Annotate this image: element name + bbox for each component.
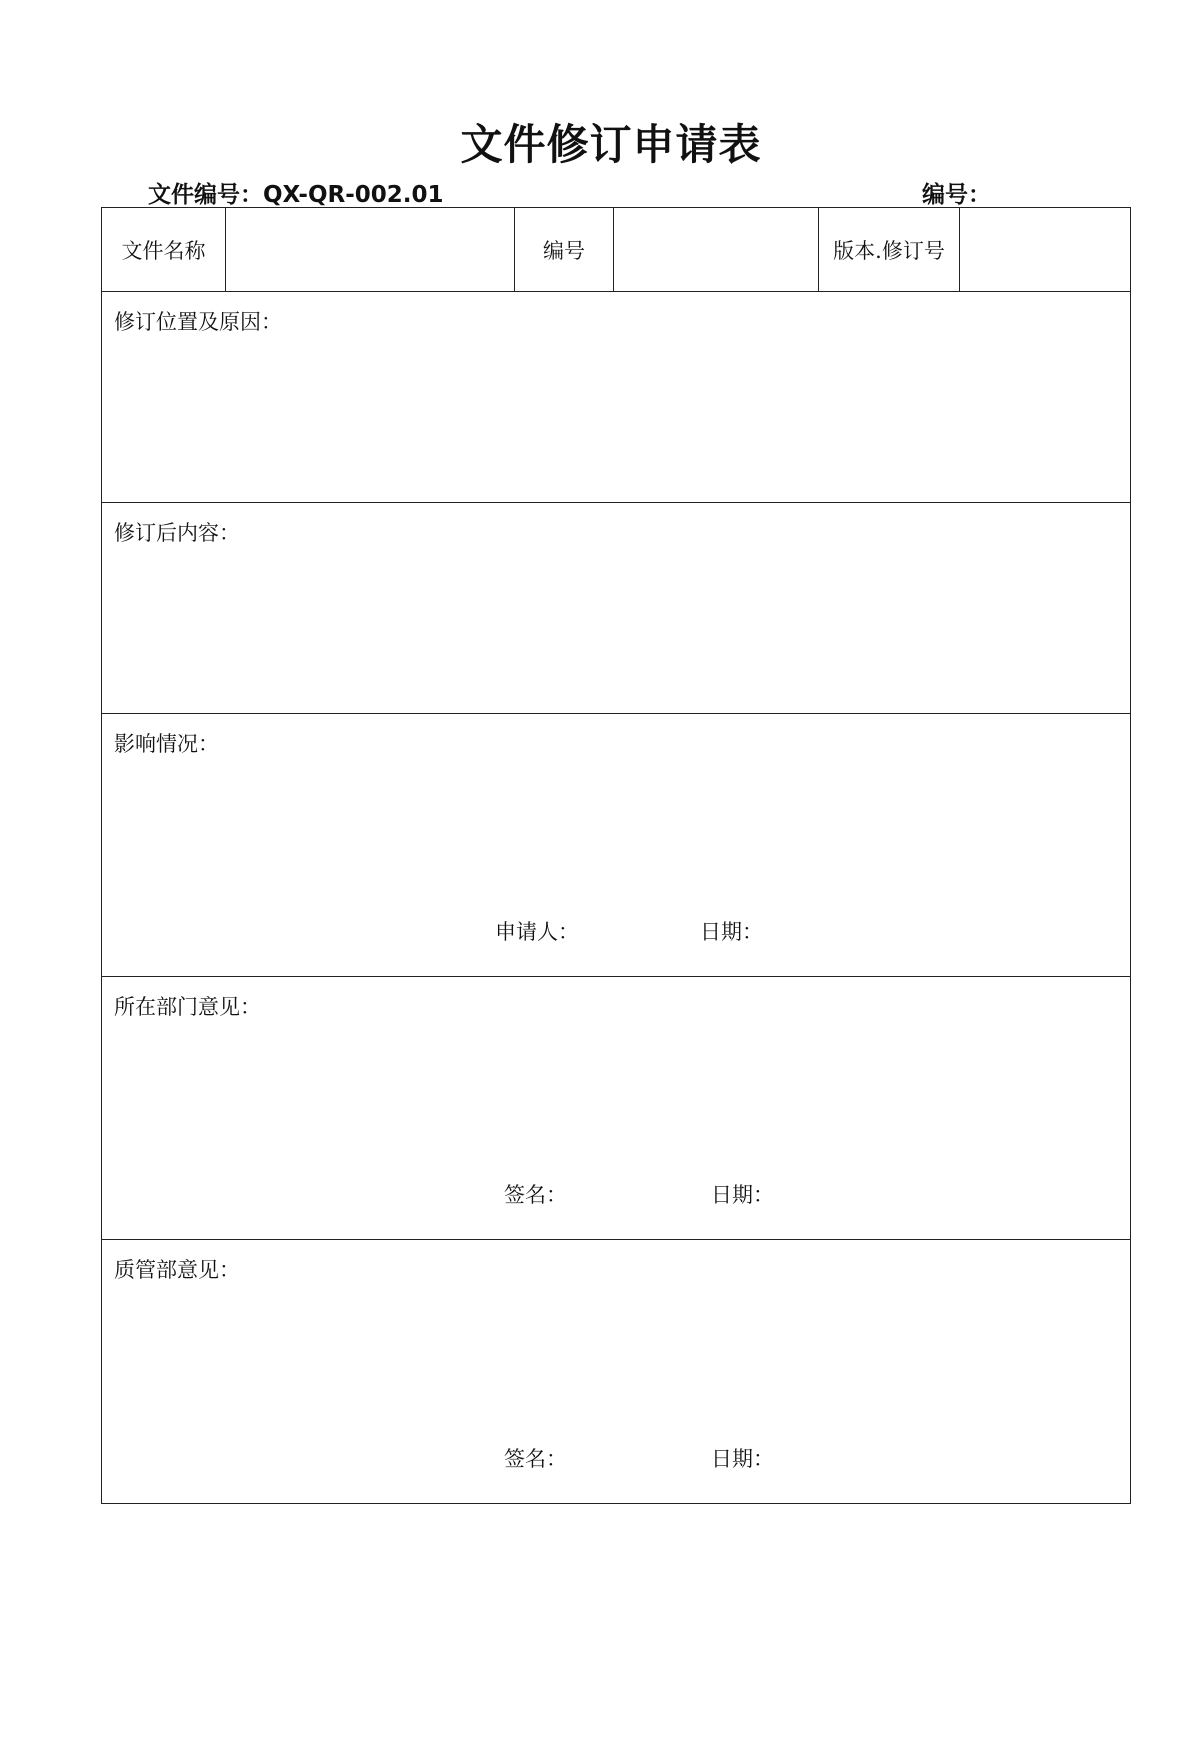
- impact-date-label: 日期：: [700, 920, 763, 944]
- applicant-label: 申请人：: [495, 920, 579, 944]
- version-label: 版本.修订号: [819, 208, 960, 291]
- document-code: 文件编号：QX-QR-002.01: [148, 182, 444, 208]
- department-signature-label: 签名：: [504, 1183, 567, 1207]
- serial-number-label: 编号：: [922, 182, 991, 208]
- impact-section[interactable]: [102, 714, 1130, 977]
- info-row: [102, 208, 1130, 292]
- impact-label: 影响情况：: [114, 732, 219, 756]
- quality-dept-opinion-label: 质管部意见：: [114, 1258, 240, 1282]
- version-field[interactable]: [960, 208, 1130, 291]
- department-opinion-label: 所在部门意见：: [114, 995, 261, 1019]
- quality-signature-label: 签名：: [504, 1447, 567, 1471]
- file-name-field[interactable]: [226, 208, 515, 291]
- file-name-label: 文件名称: [102, 208, 226, 291]
- number-field[interactable]: [614, 208, 819, 291]
- quality-dept-opinion-section[interactable]: [102, 1240, 1130, 1503]
- revised-content-section[interactable]: [102, 503, 1130, 714]
- department-opinion-section[interactable]: [102, 977, 1130, 1240]
- form-title: 文件修订申请表: [460, 120, 762, 169]
- revision-reason-section[interactable]: [102, 292, 1130, 503]
- revised-content-label: 修订后内容：: [114, 521, 240, 545]
- number-label: 编号: [515, 208, 614, 291]
- department-date-label: 日期：: [711, 1183, 774, 1207]
- revision-reason-label: 修订位置及原因：: [114, 310, 282, 334]
- revision-form-table: [101, 207, 1131, 1504]
- quality-date-label: 日期：: [711, 1447, 774, 1471]
